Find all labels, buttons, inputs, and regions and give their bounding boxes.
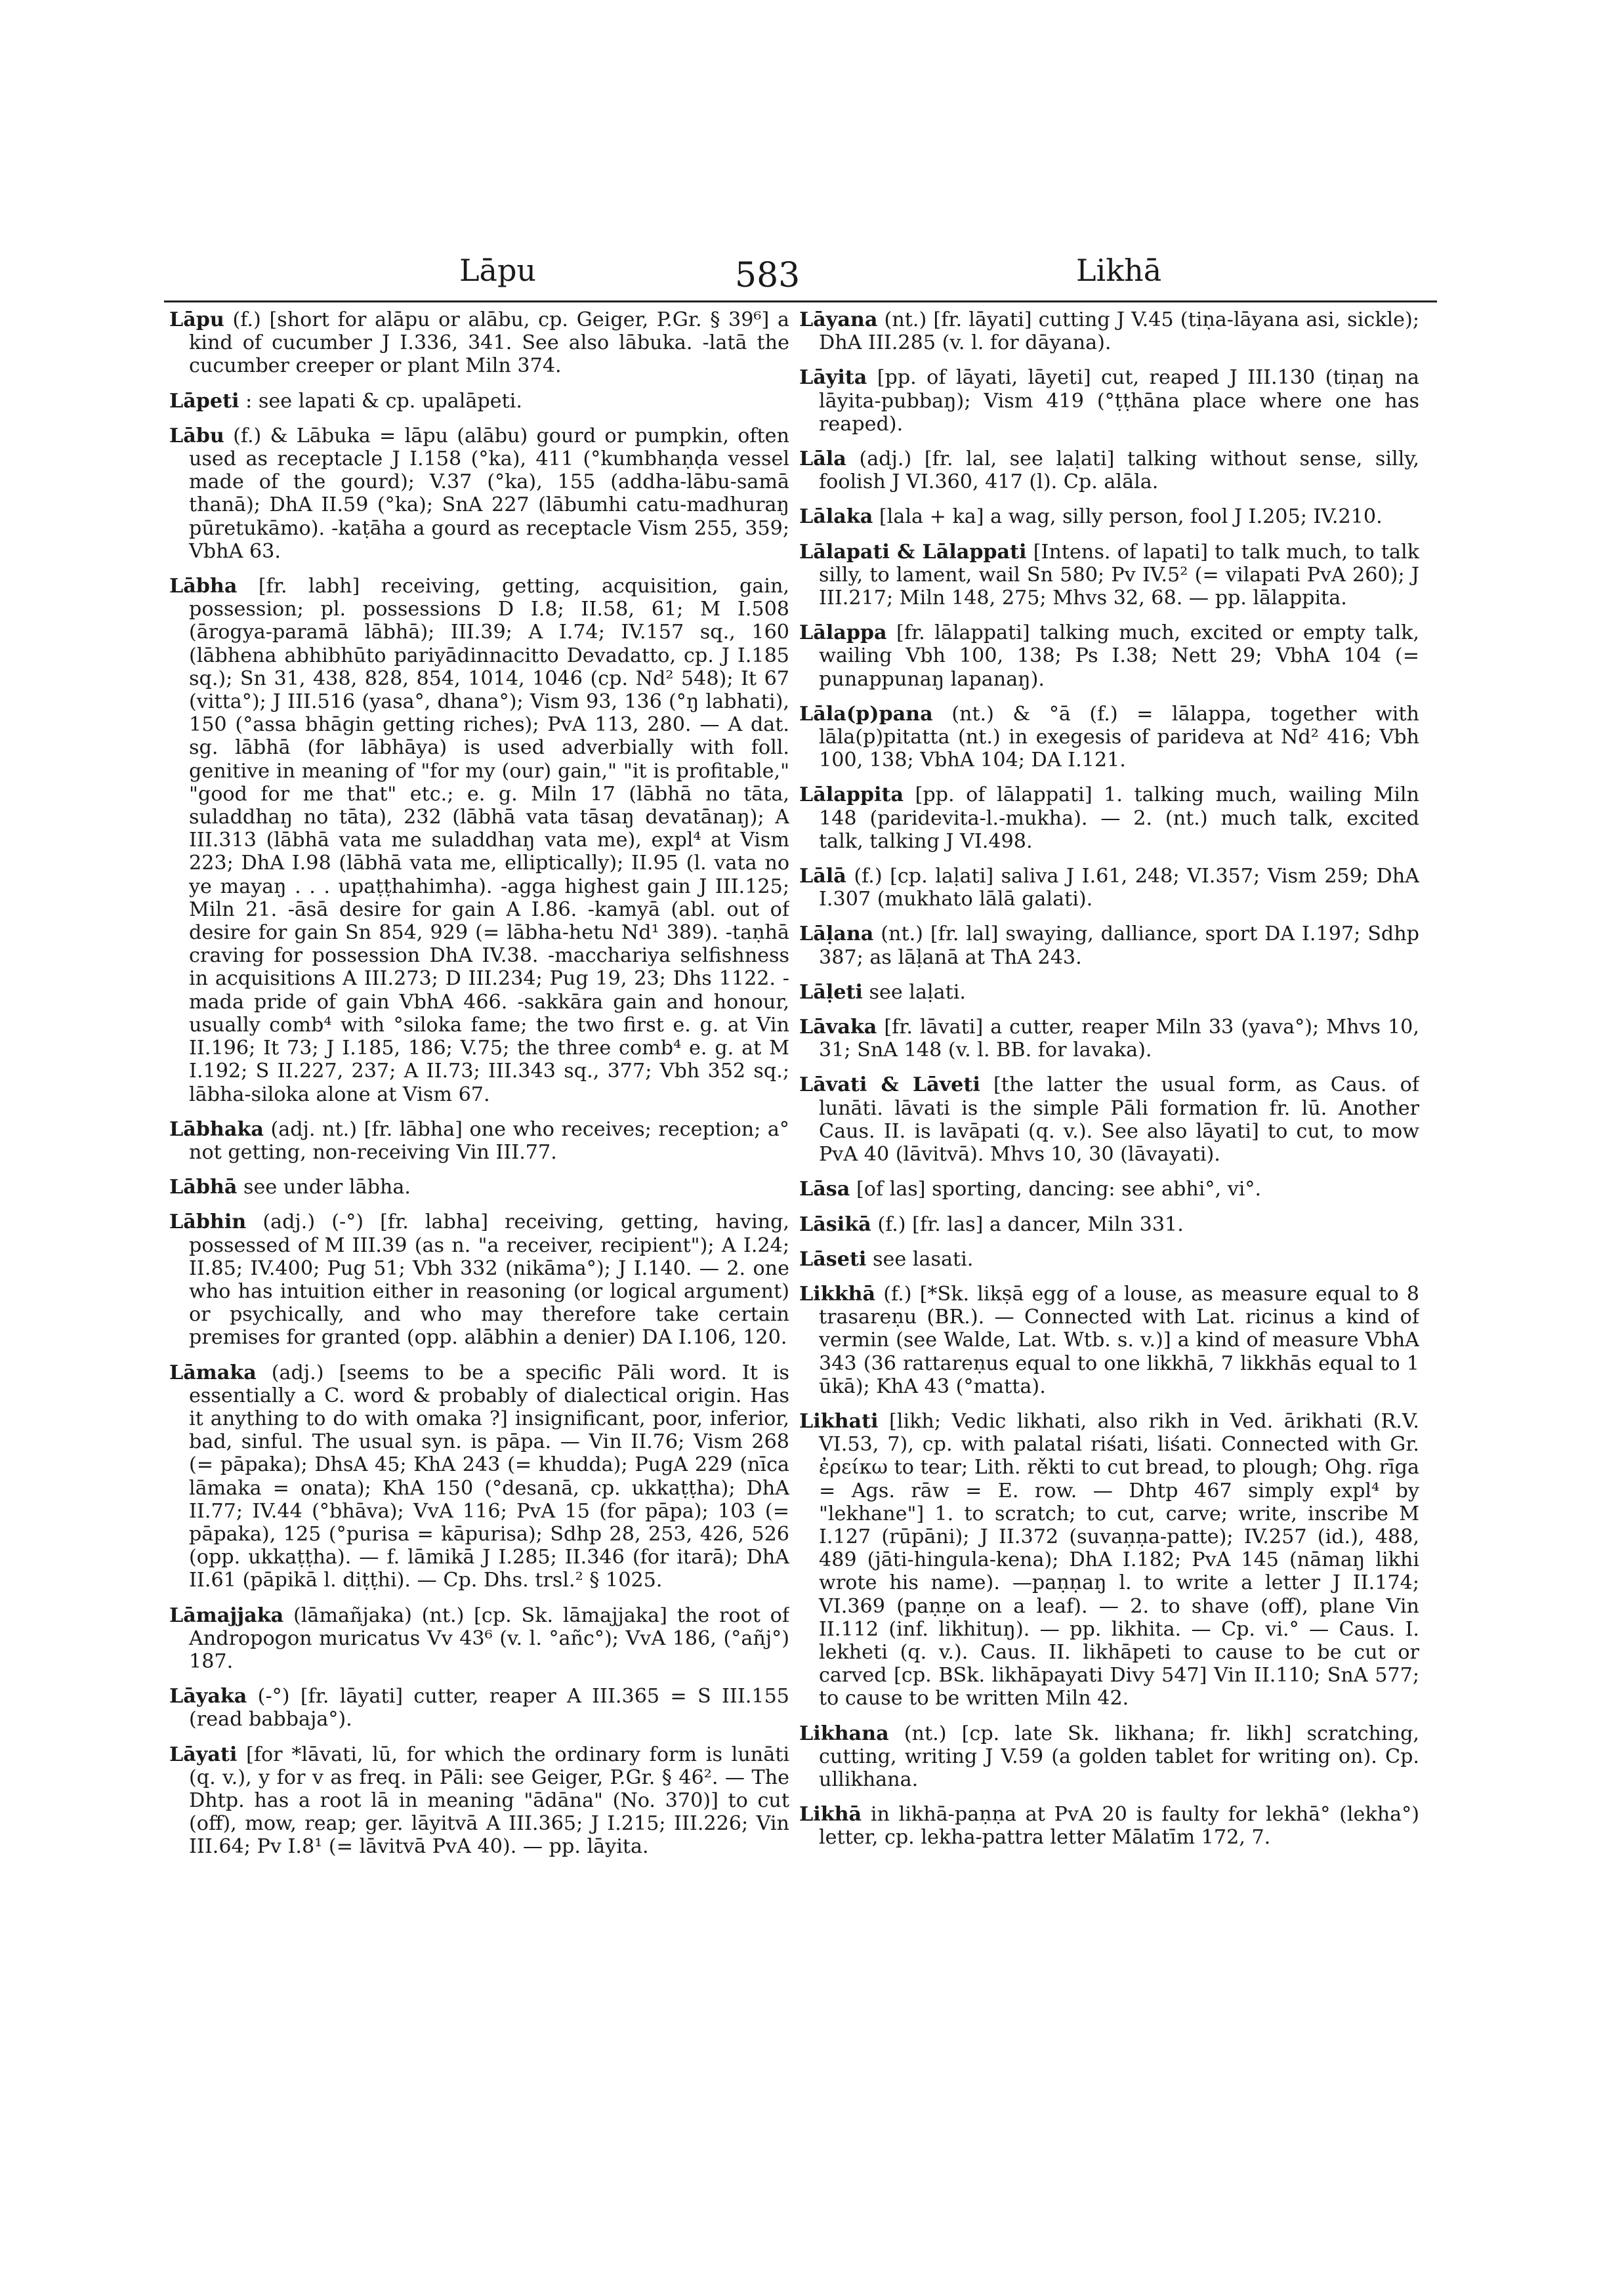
entry-headword: Lābu [169, 424, 224, 447]
dictionary-entry [169, 390, 789, 413]
entry-headword: Lālappa [799, 621, 887, 645]
dictionary-entry [799, 366, 1419, 436]
entry-headword: Lābhaka [169, 1117, 264, 1141]
entry-definition: (adj.) [seems to be a specific Pāli word. It is essentially a C. word & probably of dialectical origin. Has it anything to do with omaka ?] insignificant, poor, inferior, bad, sinful. The usual syn. is pāpa. — Vin II.76; Vism 268 (= pāpaka); DhsA 45; KhA 243 (= khudda); PugA 229 (nīca lāmaka = onata); KhA 150 (°desanā, cp. ukkaṭṭha); DhA II.77; IV.44 (°bhāva); VvA 116; PvA 15 (for pāpa); 103 (= pāpaka), 125 (°purisa = kāpurisa); Sdhp 28, 253, 426, 526 (opp. ukkaṭṭha). — f. lāmikā J I.285; II.346 (for itarā); DhA II.61 (pāpikā l. diṭṭhi). — Cp. Dhs. trsl.² § 1025. [189, 1361, 789, 1592]
entry-headword: Likhati [799, 1409, 879, 1433]
entry-headword: Lābhā [169, 1176, 238, 1199]
entry-headword: Lālapati & Lālappati [799, 540, 1027, 564]
entry-headword: Lāḷeti [799, 980, 863, 1004]
entry-definition: (nt.) [fr. lāyati] cutting J V.45 (tiṇa-lāyana asi, sickle); DhA III.285 (v. l. for dāyana). [819, 308, 1419, 355]
entry-definition: (nt.) & °ā (f.) = lālappa, together with lāla(p)pitatta (nt.) in exegesis of parideva at Nd² 416; Vbh 100, 138; VbhA 104; DA I.121. [819, 702, 1419, 772]
entry-headword: Lālaka [799, 505, 873, 529]
entry-headword: Lāsikā [799, 1212, 871, 1236]
entry-headword: Lāyati [169, 1743, 238, 1766]
entry-definition: [Intens. of lapati] to talk much, to talk silly, to lament, wail Sn 580; Pv IV.5² (= vilapati PvA 260); J III.217; Miln 148, 275; Mhvs 32, 68. — pp. lālappita. [819, 540, 1419, 610]
dictionary-entry [169, 1176, 789, 1199]
dictionary-entry [169, 1118, 789, 1164]
entry-headword: Lāyana [799, 308, 878, 331]
entry-headword: Lālappita [799, 783, 904, 807]
dictionary-entry [799, 1016, 1419, 1062]
entry-definition: see lasati. [866, 1247, 974, 1271]
entry-headword: Lābha [169, 575, 238, 598]
dictionary-entry [799, 1722, 1419, 1792]
entry-headword: Likhā [799, 1803, 862, 1827]
dictionary-entry [169, 1361, 789, 1592]
dictionary-entry [169, 1210, 789, 1349]
page-number: 583 [735, 256, 801, 295]
dictionary-entry [799, 922, 1419, 968]
entry-definition: : see lapati & cp. upalāpeti. [239, 389, 522, 413]
entry-definition: (f.) [fr. las] a dancer, Miln 331. [871, 1212, 1184, 1236]
dictionary-entry [799, 783, 1419, 853]
dictionary-entry [169, 1743, 789, 1859]
dictionary-entry [169, 308, 789, 378]
dictionary-entry [169, 1685, 789, 1731]
entry-definition: [lala + ka] a wag, silly person, fool J I.205; IV.210. [873, 505, 1383, 529]
page-header [0, 0, 1624, 302]
left-guide-word: Lāpu [459, 253, 537, 288]
header-rule [164, 300, 1437, 302]
entry-headword: Lāyita [799, 366, 867, 390]
entry-headword: Lāpeti [169, 389, 239, 413]
entry-definition: [the latter the usual form, as Caus. of lunāti. lāvati is the simple Pāli formation fr. lū. Another Caus. II. is lavāpati (q. v.). See also lāyati] to cut, to mow PvA 40 (lāvitvā). Mhvs 10, 30 (lāvayati). [819, 1073, 1419, 1167]
entry-definition: (adj.) [fr. lal, see laḷati] talking without sense, silly, foolish J VI.360, 417 (l). Cp. alāla. [819, 447, 1419, 494]
entry-definition: [fr. lāvati] a cutter, reaper Miln 33 (yava°); Mhvs 10, 31; SnA 148 (v. l. BB. for lavaka). [819, 1016, 1419, 1062]
entry-headword: Lāseti [799, 1247, 867, 1271]
entry-definition: (f.) [cp. laḷati] saliva J I.61, 248; VI.357; Vism 259; DhA I.307 (mukhato lālā galati). [819, 865, 1419, 911]
entry-definition: (lāmañjaka) (nt.) [cp. Sk. lāmajjaka] the root of Andropogon muricatus Vv 43⁶ (v. l. °añc°); VvA 186, (°añj°) 187. [189, 1603, 789, 1673]
entry-headword: Lāvaka [799, 1016, 877, 1039]
dictionary-entry [169, 424, 789, 563]
dictionary-entry [799, 981, 1419, 1004]
dictionary-entry [169, 1604, 789, 1674]
entry-definition: in likhā-paṇṇa at PvA 20 is faulty for lekhā° (lekha°) letter, cp. lekha-pattra letter Mālatīm 172, 7. [819, 1803, 1419, 1850]
entry-definition: [fr. lālappati] talking much, excited or empty talk, wailing Vbh 100, 138; Ps I.38; Nett 29; VbhA 104 (= punappunaŋ lapanaŋ). [819, 621, 1419, 691]
entry-headword: Lāsa [799, 1178, 850, 1201]
entry-headword: Lāyaka [169, 1685, 247, 1708]
entry-headword: Lāvati & Lāveti [799, 1073, 980, 1097]
entry-headword: Likkhā [799, 1282, 876, 1306]
left-column [169, 308, 789, 2264]
dictionary-entry [799, 1803, 1419, 1849]
entry-headword: Lāpu [169, 308, 224, 331]
entry-headword: Lāḷana [799, 922, 874, 946]
entry-definition: (-°) [fr. lāyati] cutter, reaper A III.365 = S III.155 (read babbaja°). [189, 1685, 789, 1731]
right-column [799, 308, 1419, 2264]
entry-definition: (f.) [*Sk. likṣā egg of a louse, as measure equal to 8 trasareṇu (BR.). — Connected with Lat. ricinus a kind of vermin (see Walde, Lat. Wtb. s. v.)] a kind of measure VbhA 343 (36 rattareṇus equal to one likkhā, 7 likkhās equal to 1 ūkā); KhA 43 (°matta). [819, 1282, 1419, 1398]
entry-headword: Lāla [799, 447, 846, 471]
dictionary-entry [799, 621, 1419, 691]
entry-definition: see laḷati. [862, 980, 966, 1004]
entry-definition: [of las] sporting, dancing: see abhi°, vi°. [850, 1178, 1262, 1201]
entry-definition: (adj.) (-°) [fr. labha] receiving, getting, having, possessed of M III.39 (as n. "a receiver, recipient"); A I.24; II.85; IV.400; Pug 51; Vbh 332 (nikāma°); J I.140. — 2. one who has intuition either in reasoning (or logical argument) or psychically, and who may therefore take certain premises for granted (opp. alābhin a denier) DA I.106, 120. [189, 1210, 789, 1350]
entry-definition: [pp. of lālappati] 1. talking much, wailing Miln 148 (paridevita-l.-mukha). — 2. (nt.) much talk, excited talk, talking J VI.498. [819, 783, 1419, 853]
dictionary-entry [799, 703, 1419, 772]
dictionary-entry [799, 308, 1419, 354]
dictionary-entry [169, 575, 789, 1106]
entry-definition: [likh; Vedic likhati, also rikh in Ved. ārikhati (R.V. VI.53, 7), cp. with palatal riśati, liśati. Connected with Gr. ἐρείκω to tear; Lith. rěkti to cut bread, to plough; Ohg. rīga = Ags. rāw = E. row. — Dhtp 467 simply expl⁴ by "lekhane"] 1. to scratch; to cut, carve; write, inscribe M I.127 (rūpāni); J II.372 (suvaṇṇa-patte); IV.257 (id.), 488, 489 (jāti-hingula-kena); DhA I.182; PvA 145 (nāmaŋ likhi wrote his name). —paṇṇaŋ l. to write a letter J II.174; VI.369 (paṇṇe on a leaf). — 2. to shave (off), plane Vin II.112 (inf. likhituŋ). — pp. likhita. — Cp. vi.° — Caus. I. lekheti (q. v.). Caus. II. likhāpeti to cause to be cut or carved [cp. BSk. likhāpayati Divy 547] Vin II.110; SnA 577; to cause to be written Miln 42. [819, 1409, 1419, 1710]
entry-definition: [for *lāvati, lū, for which the ordinary form is lunāti (q. v.), y for v as freq. in Pāli: see Geiger, P.Gr. § 46². — The Dhtp. has a root lā in meaning "ādāna" (No. 370)] to cut (off), mow, reap; ger. lāyitvā A III.365; J I.215; III.226; Vin III.64; Pv I.8¹ (= lāvitvā PvA 40). — pp. lāyita. [189, 1743, 789, 1859]
dictionary-entry [799, 505, 1419, 528]
dictionary-entry [799, 1178, 1419, 1201]
dictionary-entry [799, 1410, 1419, 1710]
entry-headword: Lāmaka [169, 1361, 257, 1384]
dictionary-entry [799, 1213, 1419, 1236]
entry-definition: (f.) & Lābuka = lāpu (alābu) gourd or pumpkin, often used as receptacle J I.158 (°ka), 411 (°kumbhaṇḍa vessel made of the gourd); V.37 (°ka), 155 (addha-lābu-samā thanā); DhA II.59 (°ka); SnA 227 (lābumhi catu-madhuraŋ pūretukāmo). -kaṭāha a gourd as receptacle Vism 255, 359; VbhA 63. [189, 424, 789, 563]
dictionary-entry [799, 1248, 1419, 1271]
entry-headword: Lābhin [169, 1210, 247, 1234]
entry-headword: Lālā [799, 865, 846, 888]
dictionary-entry [799, 1283, 1419, 1398]
entry-definition: (f.) [short for alāpu or alābu, cp. Geiger, P.Gr. § 39⁶] a kind of cucumber J I.336, 341. See also lābuka. -latā the cucumber creeper or plant Miln 374. [189, 308, 789, 378]
right-guide-word: Likhā [1076, 253, 1162, 288]
dictionary-entry [799, 1073, 1419, 1166]
entry-definition: (nt.) [fr. lal] swaying, dalliance, sport DA I.197; Sdhp 387; as lāḷanā at ThA 243. [819, 922, 1419, 969]
entry-definition: [fr. labh] receiving, getting, acquisition, gain, possession; pl. possessions D I.8; II.58, 61; M I.508 (ārogya-paramā lābhā); III.39; A I.74; IV.157 sq., 160 (lābhena abhibhūto pariyādinnacitto Devadatto, cp. J I.185 sq.); Sn 31, 438, 828, 854, 1014, 1046 (cp. Nd² 548); It 67 (vitta°); J III.516 (yasa°, dhana°); Vism 93, 136 (°ŋ labhati), 150 (°assa bhāgin getting riches); PvA 113, 280. — A dat. sg. lābhā (for lābhāya) is used adverbially with foll. genitive in meaning of "for my (our) gain," "it is profitable," "good for me that" etc.; e. g. Miln 17 (lābhā no tāta, suladdhaŋ no tāta), 232 (lābhā vata tāsaŋ devatānaŋ); A III.313 (lābhā vata me suladdhaŋ vata me), expl⁴ at Vism 223; DhA I.98 (lābhā vata me, elliptically); II.95 (l. vata no ye mayaŋ . . . upaṭṭhahimha). -agga highest gain J III.125; Miln 21. -āsā desire for gain A I.86. -kamyā (abl. out of desire for gain Sn 854, 929 (= lābha-hetu Nd¹ 389). -taṇhā craving for possession DhA IV.38. -macchariya selfishness in acquisitions A III.273; D III.234; Pug 19, 23; Dhs 1122. -mada pride of gain VbhA 466. -sakkāra gain and honour, usually comb⁴ with °siloka fame; the two first e. g. at Vin II.196; It 73; J I.185, 186; V.75; the three comb⁴ e. g. at M I.192; S II.227, 237; A II.73; III.343 sq., 377; Vbh 352 sq.; lābha-siloka alone at Vism 67. [189, 575, 789, 1106]
entry-headword: Lāmajjaka [169, 1603, 284, 1627]
entry-definition: see under lābha. [237, 1176, 411, 1199]
dictionary-entry [799, 447, 1419, 493]
dictionary-entry [799, 541, 1419, 610]
entry-headword: Lāla(p)pana [799, 702, 933, 726]
entry-headword: Likhana [799, 1722, 889, 1745]
dictionary-entry [799, 865, 1419, 911]
entry-definition: (adj. nt.) [fr. lābha] one who receives; reception; a° not getting, non-receiving Vin III.77. [189, 1117, 789, 1164]
entry-definition: (nt.) [cp. late Sk. likhana; fr. likh] scratching, cutting, writing J V.59 (a golden tablet for writing on). Cp. ullikhana. [819, 1722, 1419, 1791]
entry-definition: [pp. of lāyati, lāyeti] cut, reaped J III.130 (tiṇaŋ na lāyita-pubbaŋ); Vism 419 (°ṭṭhāna place where one has reaped). [819, 366, 1419, 436]
